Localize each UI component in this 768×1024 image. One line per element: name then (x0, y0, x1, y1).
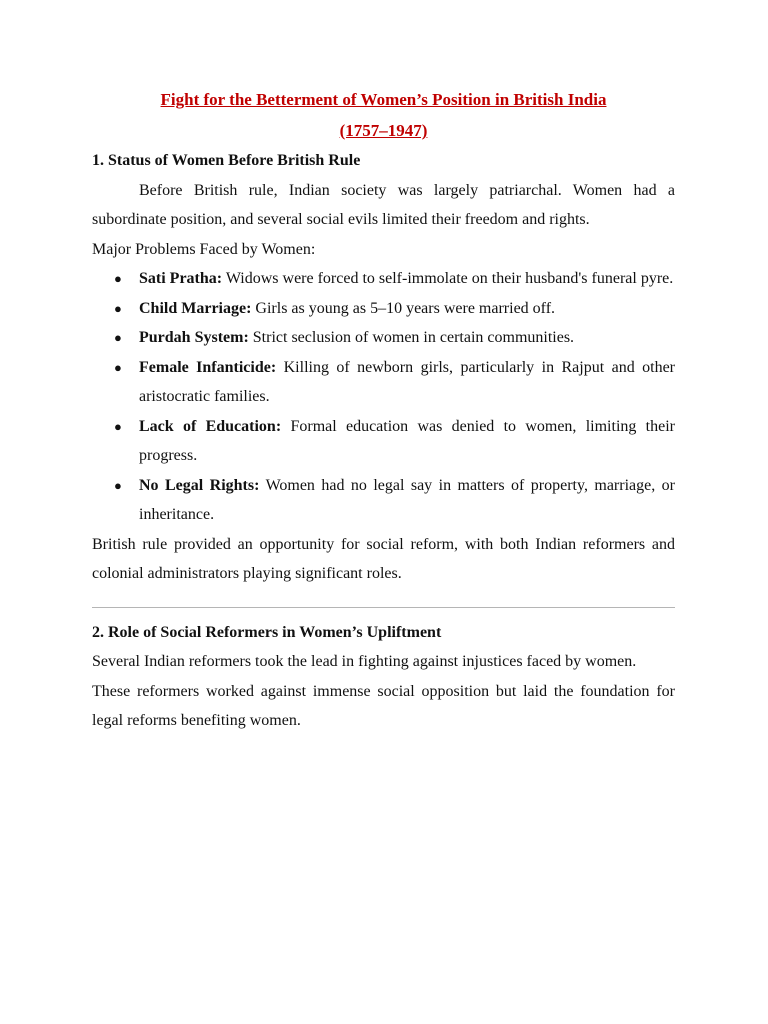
list-item (92, 412, 675, 471)
list-item (92, 264, 675, 294)
title-line-1: Fight for the Betterment of Women’s Position in British India (160, 90, 607, 109)
section-2-heading: 2. Role of Social Reformers in Women’s Upliftment (92, 623, 442, 641)
list-item (92, 353, 675, 412)
list-item-term: Sati Pratha: (139, 270, 223, 287)
section-divider (92, 607, 675, 608)
list-item-text: Formal education was denied to women, limiting their progress. (139, 417, 676, 464)
bullet-icon: ● (114, 330, 122, 345)
list-item (92, 294, 675, 324)
bullet-icon: ● (114, 359, 122, 375)
bullet-icon: ● (114, 271, 122, 286)
section-1-intro: Before British rule, Indian society was largely patriarchal. Women had a subordinate position, and several social evils limited their freedom and rights. (92, 181, 675, 228)
list-item-term: Lack of Education: (139, 417, 282, 435)
bullet-icon: ● (114, 300, 122, 316)
list-item-term: Female Infanticide: (139, 358, 277, 376)
list-item-term: No Legal Rights: (139, 476, 260, 494)
document-title (92, 84, 675, 146)
list-item (92, 471, 675, 530)
list-item (92, 323, 675, 353)
problems-list (92, 264, 675, 530)
list-item-term: Child Marriage: (139, 299, 252, 317)
list-item-text: Women had no legal say in matters of property, marriage, or inheritance. (139, 476, 675, 523)
bullet-icon: ● (114, 418, 122, 434)
section-1-conclusion: British rule provided an opportunity for social reform, with both Indian reformers and colonial administrators playing significant roles. (92, 535, 675, 582)
title-line-2: (1757–1947) (339, 121, 428, 140)
section-1-heading: 1. Status of Women Before British Rule (92, 152, 361, 169)
document-page (92, 84, 675, 736)
bullet-icon: ● (114, 477, 122, 493)
list-item-text: Girls as young as 5–10 years were married off. (251, 299, 556, 317)
section-2-paragraph-2: These reformers worked against immense social opposition but laid the foundation for legal reforms benefiting women. (92, 682, 675, 729)
list-item-text: Strict seclusion of women in certain communities. (248, 329, 575, 346)
list-item-text: Killing of newborn girls, particularly in Rajput and other aristocratic families. (139, 358, 676, 405)
list-item-term: Purdah System: (139, 329, 249, 346)
section-2-paragraph-1: Several Indian reformers took the lead in fighting against injustices faced by women. (92, 653, 637, 670)
problems-label: Major Problems Faced by Women: (92, 240, 316, 258)
list-item-text: Widows were forced to self-immolate on their husband's funeral pyre. (222, 270, 674, 287)
